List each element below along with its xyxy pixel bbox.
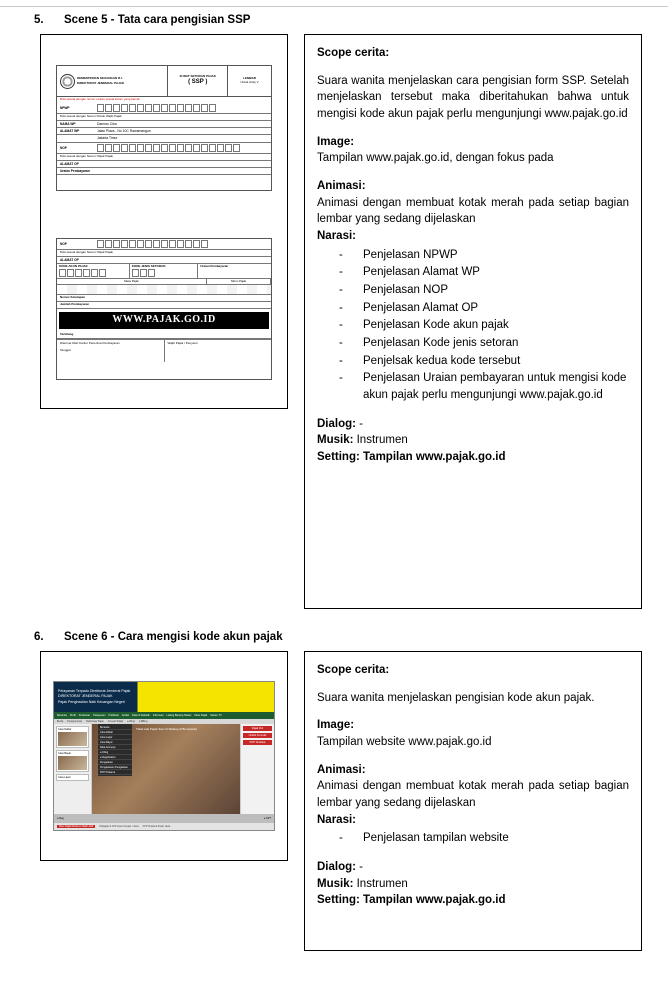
ssp2-footer bbox=[57, 339, 271, 362]
left-card[interactable]: Cara Bayar bbox=[56, 750, 89, 772]
scene-5-text-panel bbox=[304, 34, 642, 609]
website-title: Pelayanan Terpadu Direktorat Jenderal Pajak DIREKTORAT JENDERAL PAJAK Pajak Penghasilan Naik Keuangan Negeri bbox=[58, 689, 131, 704]
scene-6-body bbox=[40, 651, 642, 951]
scene-5-scope-text: Suara wanita menjelaskan cara pengisian form SSP. Setelah menjelaskan tersebut maka diberitahukan bahwa untuk mengisi kode akun pajak perlu mengunjungi www.pajak.go.id bbox=[317, 74, 629, 121]
left-card[interactable]: Cara Lapor bbox=[56, 774, 89, 781]
subnav-item[interactable]: e-Billing bbox=[138, 720, 148, 723]
nav-item[interactable]: Lelang Barang Sitaan bbox=[166, 714, 192, 717]
ssp-nop-note-row bbox=[57, 154, 271, 161]
scene-6-footer bbox=[317, 859, 629, 909]
ssp2-uraian-label: Uraian Pembayaran bbox=[200, 264, 229, 268]
scene-5-animasi-label: Animasi: bbox=[317, 180, 366, 193]
ssp-uraian-label: Uraian Pembayaran bbox=[60, 168, 90, 173]
website-bottom-bar bbox=[54, 814, 274, 823]
ssp-alamat-value-2: Jakarta Timur bbox=[97, 136, 118, 141]
list-item: - Penjelasan NOP bbox=[317, 282, 629, 299]
list-item: - Penjelasan Alamat OP bbox=[317, 300, 629, 317]
list-item: - Penjelasan Uraian pembayaran untuk mengisi kode akun pajak perlu mengunjungi www.pajak.go.id bbox=[317, 370, 629, 403]
ssp2-nop-label: NOP bbox=[60, 242, 67, 246]
ssp-alamat-row bbox=[57, 128, 271, 135]
website-banner bbox=[54, 682, 274, 712]
list-dash: - bbox=[339, 354, 343, 367]
scene-6-dialog-row: Dialog: - bbox=[317, 861, 364, 874]
dropdown-item[interactable]: KPP Pratama bbox=[98, 770, 132, 775]
hero-caption: Tidak ada Pajak Saru di Malang di Bumiserda bbox=[136, 727, 197, 731]
ssp2-uraian-cell bbox=[198, 264, 271, 278]
ssp2-nop-note: Diisi sesuai dengan Nomor Objek Pajak bbox=[60, 250, 113, 255]
scene-6-musik-row: Musik: Instrumen bbox=[317, 877, 408, 890]
scene-6-image-text: Tampilan website www.pajak.go.id bbox=[317, 736, 492, 749]
scene-5-body bbox=[40, 34, 642, 609]
ssp-npwp-row bbox=[57, 103, 271, 114]
ssp2-kode-akun-boxes bbox=[59, 269, 127, 277]
scene-6-title: Scene 6 - Cara mengisi kode akun pajak bbox=[64, 631, 283, 643]
footer-item: KPP Pratama Pasar Jawa bbox=[142, 825, 171, 828]
ssp2-kode-akun-label: KODE AKUN PAJAK bbox=[59, 264, 88, 268]
website-screenshot bbox=[49, 662, 279, 850]
scene-6 bbox=[26, 631, 642, 951]
ssp2-kode-jenis-label: KODE JENIS SETORAN bbox=[131, 264, 166, 268]
ssp2-wajib-cell bbox=[165, 340, 272, 362]
ssp-npwp-label: NPWP bbox=[60, 105, 70, 110]
subnav-item[interactable]: Reformasi Pajak bbox=[86, 720, 104, 723]
scene-5-narasi-label: Narasi: bbox=[317, 230, 356, 243]
ssp2-jumlah-row bbox=[57, 302, 271, 309]
scene-5-title: Scene 5 - Tata cara pengisian SSP bbox=[64, 14, 251, 26]
website-navbar[interactable] bbox=[54, 712, 274, 719]
nav-item[interactable]: Publikasi bbox=[108, 714, 119, 717]
scene-6-number: 6. bbox=[34, 631, 44, 643]
right-link[interactable]: KPP Terdekat bbox=[243, 740, 272, 745]
ssp2-tanggal-label: Tanggal bbox=[60, 348, 71, 353]
scene-5-musik-row: Musik: Instrumen bbox=[317, 434, 408, 447]
ssp2-alamat-op-row bbox=[57, 257, 271, 264]
nav-item[interactable]: Artikel bbox=[121, 714, 130, 717]
nav-item[interactable]: Beranda bbox=[57, 714, 67, 717]
scene-6-scope-label: Scope cerita: bbox=[317, 664, 390, 676]
ssp-red-note: Diisi sesuai dengan nomor urutan sesuai kolom yang benda bbox=[60, 97, 140, 101]
dropdown-item[interactable]: Beranda bbox=[98, 725, 132, 730]
ssp-ministry-block bbox=[57, 66, 168, 96]
dropdown-item[interactable]: Cara Daftar bbox=[98, 730, 132, 735]
ssp2-jumlah-label: Jumlah Pembayaran bbox=[60, 302, 90, 307]
scene-5-scope-label: Scope cerita: bbox=[317, 47, 390, 59]
ssp-alamat-op-row bbox=[57, 161, 271, 168]
website-left-column bbox=[54, 724, 92, 814]
scene-6-text-panel bbox=[304, 651, 642, 951]
ssp-nama-value: Darmos Cika bbox=[97, 121, 117, 126]
ssp-header bbox=[57, 66, 271, 97]
ssp-form-page-1 bbox=[56, 65, 272, 191]
dropdown-item[interactable]: e-Filing bbox=[98, 750, 132, 755]
dropdown-item[interactable]: Pengaduan bbox=[98, 760, 132, 765]
ssp2-kode-grid bbox=[57, 264, 271, 279]
ssp-lembar-block: LEMBAR Untuk Arsip V bbox=[240, 76, 259, 84]
nav-item[interactable]: Informasi bbox=[152, 714, 164, 717]
subnav-item[interactable]: Berita bbox=[57, 720, 64, 723]
ssp2-alamat-op-label: ALAMAT OP bbox=[60, 258, 79, 262]
ssp-forms bbox=[49, 43, 279, 400]
ssp2-diterima-label: Diterima Oleh Kantor Penerima Pembayaran bbox=[60, 340, 120, 345]
list-dash: - bbox=[339, 337, 343, 350]
list-dash: - bbox=[339, 319, 343, 332]
dropdown-item[interactable]: Data Amnesty bbox=[98, 745, 132, 750]
list-item: - Penjelasan tampilan website bbox=[317, 830, 629, 847]
dropdown-item[interactable]: Cara Bayar bbox=[98, 740, 132, 745]
scene-6-setting-row: Setting: Tampilan www.pajak.go.id bbox=[317, 894, 506, 907]
ssp2-wajib-label: Wajib Pajak / Penyetor bbox=[167, 340, 198, 345]
ssp2-kode-akun-cell bbox=[57, 264, 130, 278]
ssp-nama-label: NAMA WP bbox=[60, 121, 76, 126]
right-link[interactable]: Unduh Formulir bbox=[243, 733, 272, 738]
list-item: - Penjelasan Kode akun pajak bbox=[317, 317, 629, 334]
nav-item[interactable]: Pelayanan bbox=[93, 714, 106, 717]
subnav-item[interactable]: e-Filing bbox=[126, 720, 135, 723]
subnav-item[interactable]: Amnesti Pajak bbox=[107, 720, 123, 723]
pajak-go-id-stamp: WWW.PAJAK.GO.ID bbox=[59, 312, 269, 329]
ssp-npwp-note: Diisi sesuai dengan Nomor Pokok Wajib Pajak bbox=[60, 113, 122, 118]
ssp-nop-boxes bbox=[97, 144, 240, 152]
scene-5-setting-row: Setting: Tampilan www.pajak.go.id bbox=[317, 451, 506, 464]
ministry-logo-icon bbox=[60, 74, 75, 89]
nav-item[interactable]: Kilas Pajak bbox=[194, 714, 208, 717]
ssp2-masa-label: Masa Pajak bbox=[57, 279, 207, 284]
page-top-rule bbox=[0, 6, 668, 7]
ssp2-diterima-cell bbox=[57, 340, 165, 362]
scene-6-image-panel bbox=[40, 651, 288, 861]
bottom-link[interactable]: e-SPT bbox=[263, 817, 271, 820]
scene-5-footer bbox=[317, 416, 629, 466]
ssp-alamat-op-label: ALAMAT OP bbox=[60, 161, 79, 166]
ssp-nop-label: NOP bbox=[60, 145, 67, 150]
ssp2-terbilang-row bbox=[57, 332, 271, 339]
scene-5-image-label: Image: bbox=[317, 135, 355, 148]
website-dropdown-menu[interactable] bbox=[98, 724, 132, 776]
list-dash: - bbox=[339, 284, 343, 297]
dropdown-item[interactable]: e-Registration bbox=[98, 755, 132, 760]
ssp2-nop-boxes bbox=[97, 240, 208, 248]
ssp-npwp-boxes bbox=[97, 104, 216, 112]
pajak-website-mock bbox=[53, 681, 275, 831]
website-right-column bbox=[240, 724, 274, 814]
ssp-nop-row bbox=[57, 143, 271, 154]
scene-6-scope-text: Suara wanita menjelaskan pengisian kode akun pajak. bbox=[317, 691, 595, 704]
ssp-npwp-note-row bbox=[57, 114, 271, 121]
list-dash: - bbox=[339, 266, 343, 279]
scene-5 bbox=[26, 14, 642, 609]
ssp2-nomor-ketetapan-row bbox=[57, 295, 271, 302]
scene-5-number: 5. bbox=[34, 14, 44, 26]
ssp2-masa-cells bbox=[57, 285, 271, 295]
scene-5-animasi-text: Animasi dengan membuat kotak merah pada setiap bagian lembar yang sedang dijelaskan bbox=[317, 196, 629, 226]
scene-6-heading bbox=[34, 631, 642, 643]
ssp2-terbilang-label: Terbilang bbox=[60, 331, 74, 336]
scene-5-image-text: Tampilan www.pajak.go.id, dengan fokus pada bbox=[317, 152, 554, 165]
scene-6-narasi-label: Narasi: bbox=[317, 813, 356, 826]
left-card[interactable]: Cara Daftar bbox=[56, 726, 89, 748]
website-main bbox=[54, 724, 274, 814]
list-dash: - bbox=[339, 832, 343, 845]
ssp-form-page-2 bbox=[56, 238, 272, 380]
scene-5-dialog-row: Dialog: - bbox=[317, 417, 364, 430]
ssp2-nop-row bbox=[57, 239, 271, 250]
list-item: - Penjelasan Alamat WP bbox=[317, 264, 629, 281]
scene-5-image-panel bbox=[40, 34, 288, 409]
dropdown-item[interactable]: Cara Lapor bbox=[98, 735, 132, 740]
ssp2-nop-note-row bbox=[57, 250, 271, 257]
ssp-ministry-text: KEMENTERIAN KEUANGAN R.I. DIREKTORAT JENDERAL PAJAK bbox=[77, 76, 125, 85]
scene-6-narasi-list bbox=[317, 830, 629, 847]
list-dash: - bbox=[339, 301, 343, 314]
ssp-alamat-row-2 bbox=[57, 135, 271, 142]
footer-badge: Situs Pajak Modemo Masih Aktif bbox=[59, 825, 94, 828]
scene-5-narasi-list bbox=[317, 247, 629, 404]
list-item: - Penjelasan NPWP bbox=[317, 247, 629, 264]
list-item: - Penjelasan Kode jenis setoran bbox=[317, 335, 629, 352]
ssp-uraian-row bbox=[57, 168, 271, 175]
list-dash: - bbox=[339, 248, 343, 261]
ssp2-kode-jenis-cell bbox=[130, 264, 198, 278]
nav-item[interactable]: Data & Statistik bbox=[132, 714, 150, 717]
scene-6-animasi-text: Animasi dengan membuat kotak merah pada setiap bagian lembar yang sedang dijelaskan bbox=[317, 780, 629, 810]
list-item: - Penjelsak kedua kode tersebut bbox=[317, 353, 629, 370]
scene-5-heading bbox=[34, 14, 642, 26]
dropdown-item[interactable]: Pengawasan Pengaduan bbox=[98, 765, 132, 770]
bottom-link[interactable]: e-Reg bbox=[57, 817, 64, 820]
ssp-alamat-value: Jalan Plaza , No 10C Rawamangun bbox=[97, 129, 151, 133]
ssp-alamat-label: ALAMAT WP bbox=[60, 129, 80, 134]
website-hero bbox=[92, 724, 240, 814]
ssp-title-block: SURAT SETORAN PAJAK ( SSP ) bbox=[168, 66, 228, 96]
nav-item[interactable]: Siaran TV bbox=[210, 714, 222, 717]
scene-6-image-label: Image: bbox=[317, 719, 355, 732]
card-thumbnail bbox=[58, 756, 87, 770]
card-thumbnail bbox=[58, 732, 87, 746]
ssp2-tahun-label: Tahun Pajak bbox=[207, 279, 271, 284]
footer-item: Klikpajak.id DJP Jawa Tengah I Jawa bbox=[99, 825, 139, 828]
nav-item[interactable]: Peraturan bbox=[78, 714, 91, 717]
ssp2-kode-jenis-boxes bbox=[132, 269, 195, 277]
ssp-nop-note: Diisi sesuai dengan Nomor Objek Pajak bbox=[60, 153, 113, 158]
scene-6-animasi-label: Animasi: bbox=[317, 763, 366, 776]
subnav-item[interactable]: Pengumuman bbox=[67, 720, 83, 723]
ssp-nama-row bbox=[57, 121, 271, 128]
right-link[interactable]: Pajak Kini bbox=[243, 726, 272, 731]
nav-item[interactable]: Profil bbox=[69, 714, 76, 717]
website-footer bbox=[54, 823, 274, 830]
list-dash: - bbox=[339, 372, 343, 385]
ssp2-nomor-ketetapan-label: Nomor Ketetapan bbox=[60, 295, 86, 300]
